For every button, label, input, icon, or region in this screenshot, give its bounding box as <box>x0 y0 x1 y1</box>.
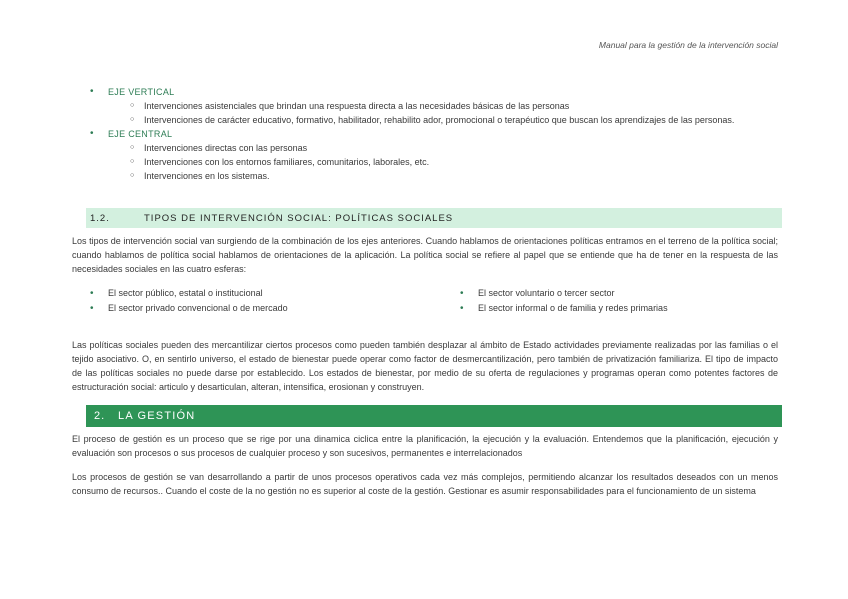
list-item: • El sector privado convencional o de mercado <box>90 301 288 316</box>
spheres-right-column <box>460 286 668 316</box>
list-subitem: ○ Intervenciones asistenciales que brindan una respuesta directa a las necesidades básicas de las personas <box>90 99 780 113</box>
spheres-left-column <box>90 286 288 316</box>
paragraph-gestion: El proceso de gestión es un proceso que se rige por una dinamica ciclica entre la planificación, la ejecución y la evaluación. Entendemos que la planificación, ejecución y evaluación son procesos o sus procesos de cualquier proceso y son sucesivos, permanentes e interrelacionados <box>72 434 778 458</box>
list-subitem: ○ Intervenciones directas con las personas <box>90 141 780 155</box>
list-subitem: ○ Intervenciones con los entornos familiares, comunitarios, laborales, etc. <box>90 155 780 169</box>
list-item: • El sector público, estatal o institucional <box>90 286 288 301</box>
paragraph-procesos: Los procesos de gestión se van desarrollando a partir de unos procesos operativos cada vez más complejos, permitiendo alcanzar los resultados deseados con un menos consumo de recursos.. Cuando el coste de la no gestión no es superior al coste de la gestión. Gestionar es asumir responsabilidades para el funcionamiento de un sistema <box>72 472 778 496</box>
axes-list <box>90 85 780 183</box>
section-title: LA GESTIÓN <box>118 410 196 422</box>
section-number: 1.2. <box>90 212 110 224</box>
list-subitem: ○ Intervenciones de carácter educativo, formativo, habilitador, rehabilito ador, promocional o terapéutico que buscan los aprendizajes de las personas. <box>90 113 780 127</box>
list-item-eje-central: • EJE CENTRAL <box>90 127 780 141</box>
running-header: Manual para la gestión de la intervención social <box>598 40 778 50</box>
section-number: 2. <box>94 410 106 422</box>
list-item-eje-vertical: • EJE VERTICAL <box>90 85 780 99</box>
list-item: • El sector voluntario o tercer sector <box>460 286 668 301</box>
section-title: TIPOS DE INTERVENCIÓN SOCIAL: POLÍTICAS SOCIALES <box>144 212 454 224</box>
paragraph-politicas: Las políticas sociales pueden des mercantilizar ciertos procesos como pueden también desplazar al ámbito de Estado actividades previamente realizadas por las familias o el tejido asociativo. O, en sentirlo universo, el estado de bienestar puede operar como factor de desmercantilización, pero también de privatización familiariza. El tipo de impacto de las políticas sociales no puede darse por establecido. Los estados de bienestar, por medio de su oferta de regulaciones y programas operan como potentes factores de estructuración social: articulo y desarticulan, alteran, intensifica, erosionan y construyen. <box>72 340 778 392</box>
list-item: • El sector informal o de familia y redes primarias <box>460 301 668 316</box>
list-subitem: ○ Intervenciones en los sistemas. <box>90 169 780 183</box>
section-heading-2 <box>86 405 782 427</box>
paragraph-tipos: Los tipos de intervención social van surgiendo de la combinación de los ejes anteriores. Cuando hablamos de orientaciones políticas entramos en el terreno de la política social; cuando hablamos de política social hablamos de orientaciones de la aplicación. La política social se refiere al papel que se entiende que ha de tener en la respuesta de las necesidades sociales en las cuatro esferas: <box>72 236 778 274</box>
section-heading-1-2 <box>86 208 782 228</box>
